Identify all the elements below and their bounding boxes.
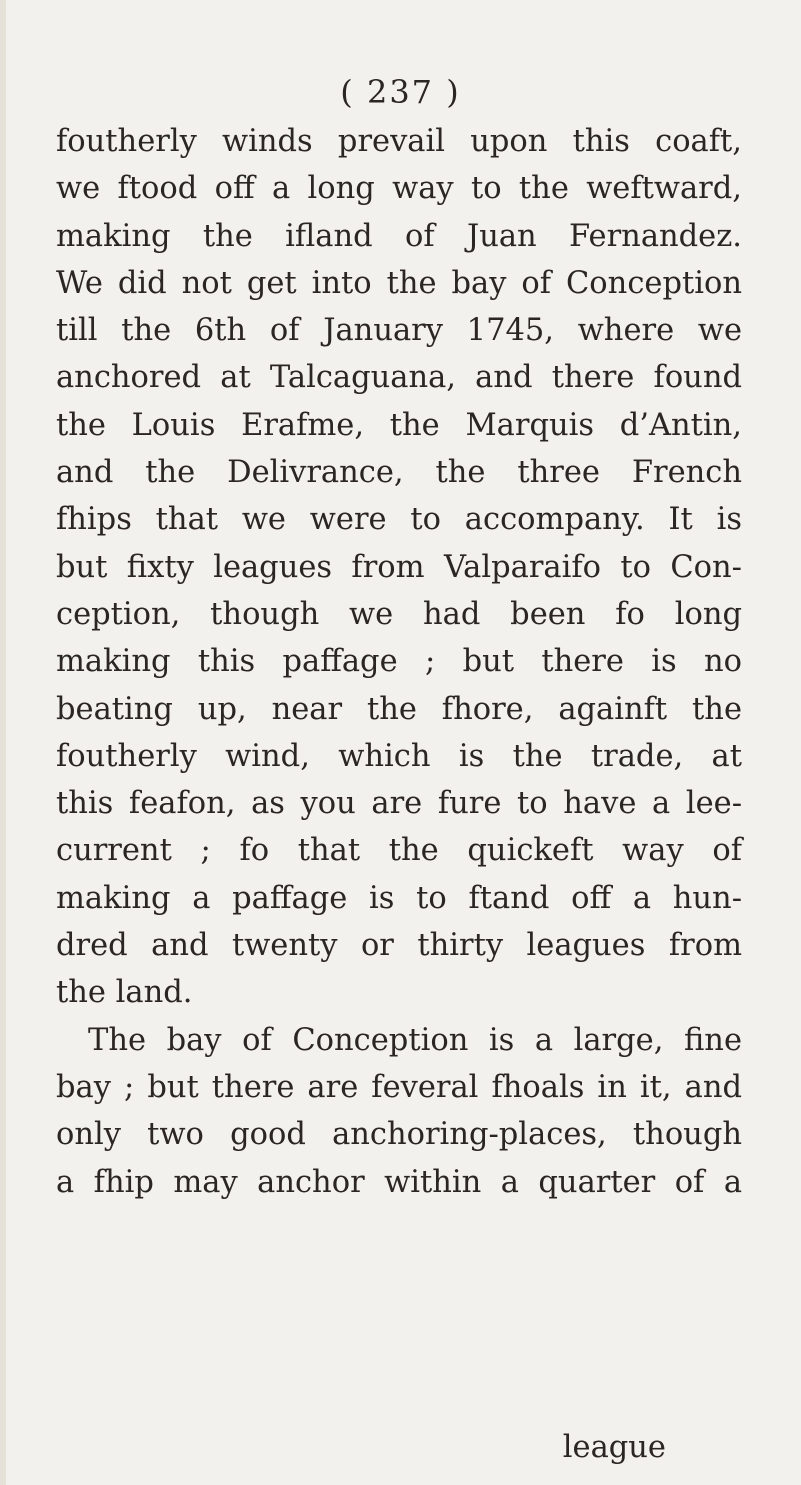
text-line: foutherly winds prevail upon this coaft,	[56, 124, 742, 159]
page-number-header: ( 237 )	[340, 73, 461, 111]
text-line: making the ifland of Juan Fernandez.	[56, 218, 742, 254]
text-line: making this paffage ; but there is no	[56, 644, 742, 680]
text-line: a fhip may anchor within a quarter of a	[56, 1164, 742, 1200]
text-line: current ; fo that the quickeft way of	[56, 833, 742, 869]
page-binding-edge	[0, 0, 6, 1485]
text-line: only two good anchoring-places, though	[56, 1117, 742, 1153]
text-line: bay ; but there are feveral fhoals in it, and	[56, 1069, 742, 1105]
text-line: but fixty leagues from Valparaifo to Con-	[56, 549, 742, 585]
text-line: the land.	[56, 975, 193, 1011]
text-line: foutherly wind, which is the trade, at	[56, 738, 742, 774]
text-line: beating up, near the fhore, againft the	[56, 691, 742, 727]
text-line: and the Delivrance, the three French	[56, 455, 742, 491]
text-line: anchored at Talcaguana, and there found	[56, 360, 742, 396]
text-line: dred and twenty or thirty leagues from	[56, 928, 742, 964]
text-line: we ftood off a long way to the weftward,	[56, 171, 742, 207]
body-text	[56, 118, 742, 1206]
text-line: the Louis Erafme, the Marquis d’Antin,	[56, 407, 742, 443]
text-line: making a paffage is to ftand off a hun-	[56, 880, 742, 916]
text-line: fhips that we were to accompany. It is	[56, 502, 742, 538]
text-line: this feafon, as you are fure to have a lee-	[56, 786, 742, 822]
catchword: league	[562, 1430, 666, 1465]
text-line: ception, though we had been fo long	[56, 596, 742, 632]
text-line: The bay of Conception is a large, fine	[88, 1022, 742, 1058]
text-line: We did not get into the bay of Conception	[56, 265, 742, 301]
text-line: till the 6th of January 1745, where we	[56, 313, 742, 349]
